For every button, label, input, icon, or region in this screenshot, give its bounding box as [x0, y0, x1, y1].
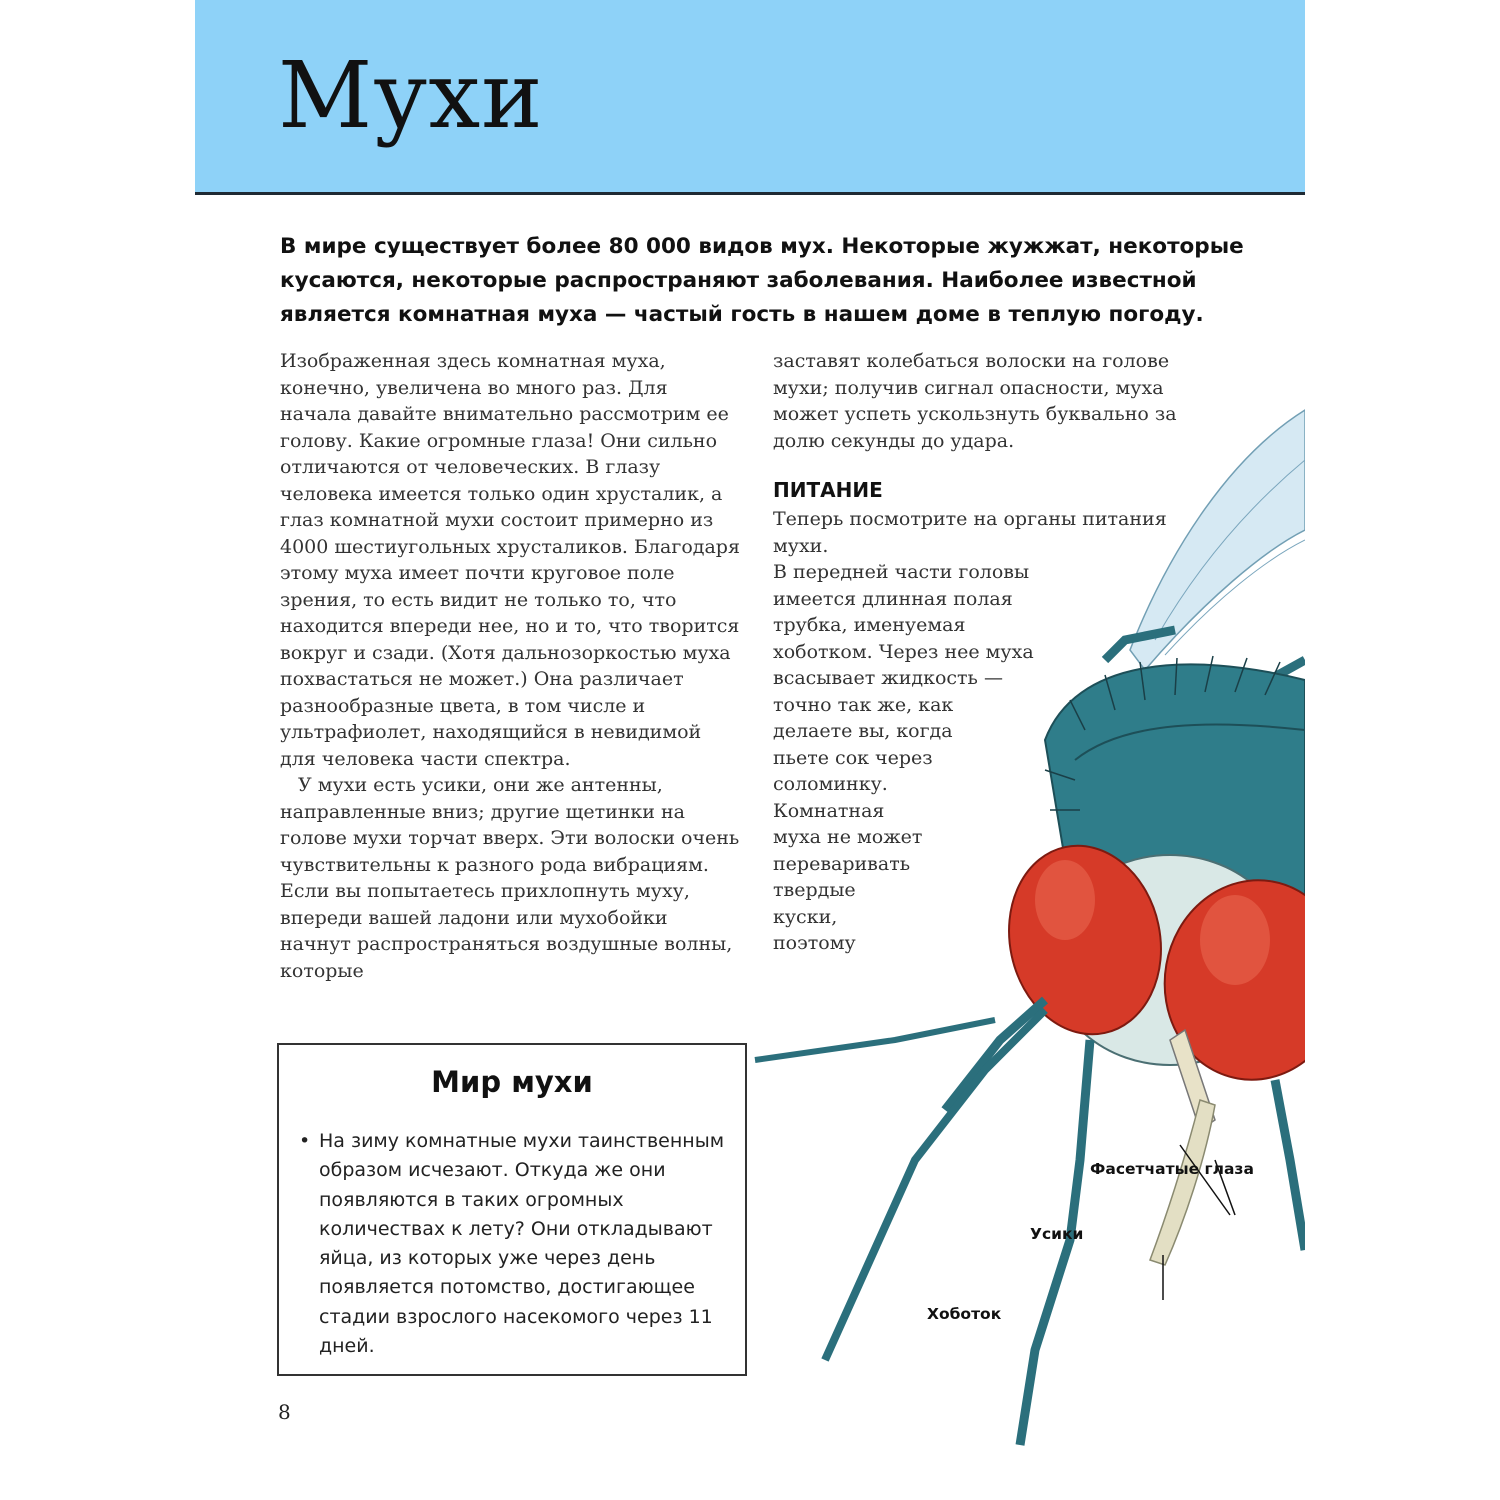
text-line: пьете сок через — [773, 746, 933, 769]
body-paragraph: Изображенная здесь комнатная муха, конечно, увеличена во много раз. Для начала давайте внимательно рассмотрим ее голову. Какие огромные глаза! Они сильно отличаются от человеческих. В глазу человека имеется только один хрусталик, а глаз комнатной мухи состоит примерно из 4000 шестиугольных хрусталиков. Благодаря этому муха имеет почти круговое поле зрения, то есть видит не только то, что находится впереди нее, но и то, что творится вокруг и сзади. (Хотя дальнозоркостью муха похвастаться не может.) Она различает разнообразные цвета, в том числе и ультрафиолет, находящийся в невидимой для человека части спектра. — [280, 350, 740, 770]
fly-leg — [755, 1020, 995, 1060]
title-banner — [195, 0, 1305, 195]
text-line: соломинку. — [773, 773, 888, 795]
label-antennae: Усики — [1030, 1225, 1084, 1243]
page-title: Мухи — [278, 42, 544, 149]
text-line: куски, — [773, 905, 838, 928]
fly-eye-highlight — [1200, 895, 1270, 985]
sidebar-box — [277, 1043, 747, 1376]
text-line: твердые — [773, 879, 856, 901]
text-line: поэтому — [773, 932, 856, 954]
label-compound-eyes: Фасетчатые глаза — [1090, 1160, 1254, 1178]
text-line: трубка, именуемая — [773, 614, 966, 636]
text-line: хоботком. Через нее муха — [773, 640, 1034, 663]
text-line: муха не может — [773, 826, 923, 848]
housefly-illustration — [745, 400, 1305, 1460]
text-line: В передней части головы — [773, 561, 1030, 583]
page-number: 8 — [278, 1400, 291, 1424]
sidebar-title: Мир мухи — [431, 1065, 593, 1099]
text-line: Комнатная — [773, 799, 885, 822]
body-paragraph: Теперь посмотрите на органы питания мухи. — [773, 508, 1167, 557]
sidebar-text: На зиму комнатные мухи таинственным образом исчезают. Откуда же они появляются в таких огромных количествах к лету? Они откладывают яйца, из которых уже через день появляется потомство, достигающее стадии взрослого насекомого через 11 дней. — [319, 1130, 725, 1358]
page — [195, 0, 1305, 1500]
text-line: имеется длинная полая — [773, 587, 1013, 610]
section-heading: ПИТАНИЕ — [773, 478, 883, 502]
label-proboscis: Хоботок — [927, 1305, 1002, 1323]
fly-proboscis — [1150, 1100, 1215, 1265]
text-column-left — [280, 348, 740, 984]
text-line: делаете вы, когда — [773, 720, 953, 742]
text-line: точно так же, как — [773, 693, 954, 716]
fly-leg — [1275, 1080, 1305, 1250]
lead-paragraph: В мире существует более 80 000 видов мух. Некоторые жужжат, некоторые кусаются, некоторые распространяют заболевания. Наиболее известной является комнатная муха — частый гость в нашем доме в теплую погоду. — [280, 234, 1244, 327]
text-line: всасывает жидкость — — [773, 667, 1003, 689]
sidebar-bullet-item — [299, 1127, 729, 1361]
fly-eye-highlight — [1035, 860, 1095, 940]
body-paragraph: У мухи есть усики, они же антенны, направленные вниз; другие щетинки на голове мухи торчат вверх. Эти волоски очень чувствительны к разного рода вибрациям. Если вы попытаетесь прихлопнуть муху, впереди вашей ладони или мухобойки начнут распространяться воздушные волны, которые — [280, 774, 740, 982]
body-paragraph: заставят колебаться волоски на голове мухи; получив сигнал опасности, муха может успеть ускользнуть буквально за долю секунды до удара. — [773, 350, 1177, 452]
text-line: переваривать — [773, 852, 911, 875]
bullet-icon: • — [299, 1130, 311, 1152]
